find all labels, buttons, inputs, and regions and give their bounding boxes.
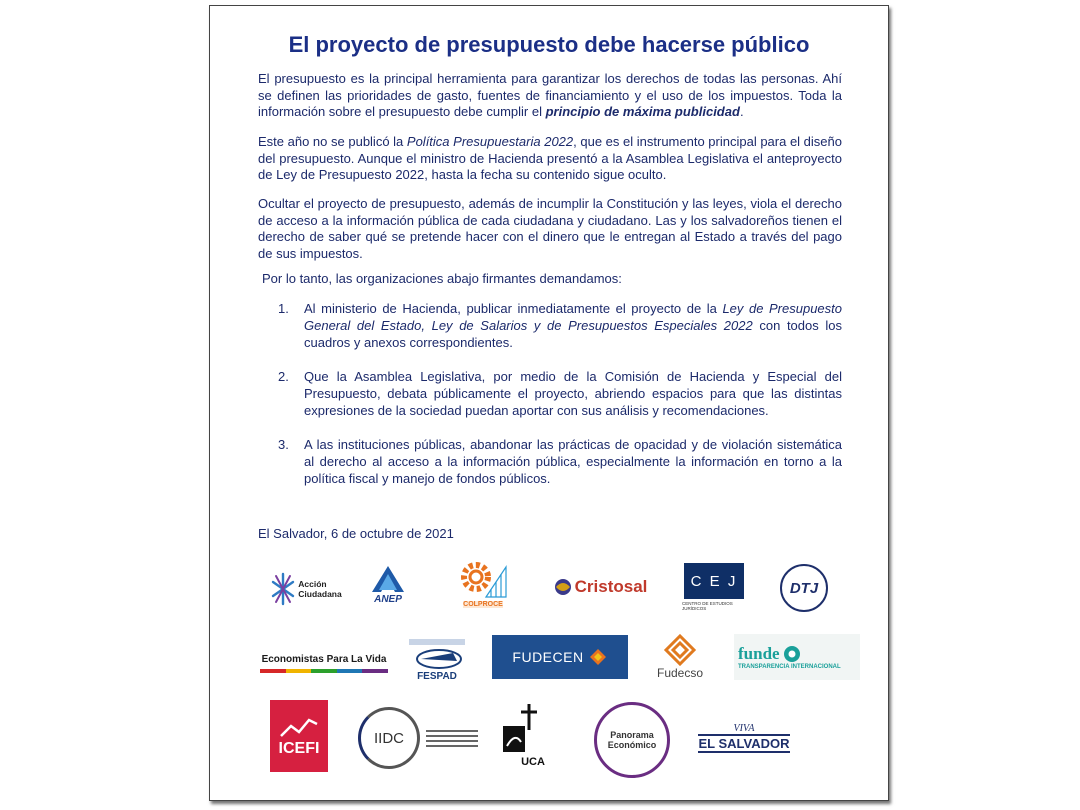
panorama-line-1: Panorama (610, 730, 654, 740)
dtj-name: DTJ (789, 579, 819, 597)
funde-subtitle: TRANSPARENCIA INTERNACIONAL (738, 664, 841, 670)
anep-name: ANEP (374, 593, 402, 605)
colproce-gear-icon (458, 557, 508, 601)
funde-circle-icon (783, 645, 801, 663)
fudecso-logo (648, 630, 712, 684)
paragraph-2-emphasis: Política Presupuestaria 2022 (406, 134, 574, 149)
uca-emblem-icon (499, 702, 549, 756)
economistas-name: Economistas Para La Vida (261, 653, 387, 665)
fudecso-mark-icon (663, 634, 697, 666)
icefi-chart-icon (279, 714, 319, 740)
demand-item-1 (278, 300, 842, 351)
iidc-name: IIDC (374, 729, 404, 747)
cristosal-name: Cristosal (574, 577, 648, 596)
paragraph-1-text: El presupuesto es la principal herramienta para garantizar los derechos de todas las personas. Ahí se definen las prioridades de gasto, fuentes de financiamiento y el uso de los impuestos. Toda la información sobre el presupuesto debe cumplir el (258, 71, 842, 119)
cej-subtitle: CENTRO DE ESTUDIOS JURÍDICOS (682, 601, 733, 611)
cristosal-mark-icon (553, 577, 573, 597)
dtj-logo (775, 564, 833, 612)
fespad-emblem-icon (407, 637, 467, 671)
demand-item-2 (278, 368, 842, 419)
demand-text: Al ministerio de Hacienda, publicar inmediatamente el proyecto de la (304, 301, 723, 316)
icefi-name: ICEFI (278, 740, 320, 757)
viva-line-2: EL SALVADOR (698, 736, 790, 751)
accion-ciudadana-mark-icon (270, 570, 296, 608)
colproce-logo (453, 554, 513, 610)
viva-el-salvador-logo (696, 718, 792, 758)
paragraph-1-emphasis: principio de máxima publicidad (545, 104, 740, 119)
icefi-logo (270, 700, 328, 772)
demand-text: A las instituciones públicas, abandonar las prácticas de opacidad y de violación sistemática al derecho al acceso a la información pública, especialmente la información en torno a la política fiscal y manejo de fondos públicos. (304, 437, 842, 486)
paragraph-2-text: , que es el instrumento principal para el diseño del presupuesto. Aunque el ministro de Hacienda presentó a la Asamblea Legislativa el anteproyecto de Ley de Presupuesto 2022, hasta la fecha su contenido sigue oculto. (258, 134, 842, 182)
demand-text-end: con todos los cuadros y anexos correspondientes. (304, 318, 842, 350)
demand-number: 1. (278, 301, 289, 316)
anep-mark-icon (368, 564, 408, 594)
panorama-line-2: Económico (607, 740, 657, 750)
funde-logo (734, 634, 860, 680)
demand-number: 2. (278, 369, 289, 384)
accion-ciudadana-logo (266, 566, 346, 612)
document-title: El proyecto de presupuesto debe hacerse público (288, 32, 810, 57)
paragraph-1-end: . (739, 104, 744, 119)
fespad-name: FESPAD (417, 670, 457, 682)
uca-name: UCA (521, 756, 545, 768)
viva-line-1: VIVA (733, 723, 755, 734)
fudecen-logo (492, 635, 628, 679)
accion-line-2: Ciudadana (298, 589, 342, 599)
date-line: El Salvador, 6 de octubre de 2021 (258, 526, 454, 541)
document-page (209, 5, 889, 801)
cristosal-logo (548, 568, 652, 606)
colproce-name: COLPROCE (463, 600, 503, 608)
paragraph-4: Por lo tanto, las organizaciones abajo firmantes demandamos: (262, 271, 622, 286)
paragraph-2-start: Este año no se publicó la (258, 134, 407, 149)
cej-mark: C E J (684, 563, 744, 599)
fudecen-name: FUDECEN (512, 649, 584, 665)
demand-emphasis: Ley de Presupuesto General del Estado, Ley de Salarios y de Presupuestos Especiales 2022 (304, 301, 842, 333)
fespad-logo (404, 634, 470, 684)
paragraph-2 (258, 134, 842, 184)
fudecen-leaf-icon (588, 647, 608, 667)
economistas-logo (258, 648, 390, 678)
anep-logo (360, 561, 416, 607)
fudecso-name: Fudecso (656, 666, 704, 680)
paragraph-3: Ocultar el proyecto de presupuesto, además de incumplir la Constitución y las leyes, viola el derecho de acceso a la información pública de cada ciudadana y ciudadano. Las y los salvadoreños tienen el derecho de saber qué se pretende hacer con el dinero que le entregan al Estado a través del pago de sus impuestos. (258, 196, 842, 261)
accion-line-1: Acción (298, 579, 327, 589)
funde-name: funde (738, 644, 780, 663)
panorama-economico-logo (594, 702, 670, 778)
cej-logo (682, 561, 746, 613)
uca-logo (496, 698, 552, 772)
demand-text: Que la Asamblea Legislativa, por medio de la Comisión de Hacienda y Especial del Presupuesto, debata públicamente el proyecto, abriendo espacios para que las distintas expresiones de la sociedad puedan aportar con sus análisis y recomendaciones. (304, 369, 842, 418)
paragraph-1 (258, 71, 842, 121)
iidc-logo (352, 706, 484, 770)
demand-number: 3. (278, 437, 289, 452)
demand-item-3 (278, 436, 842, 487)
